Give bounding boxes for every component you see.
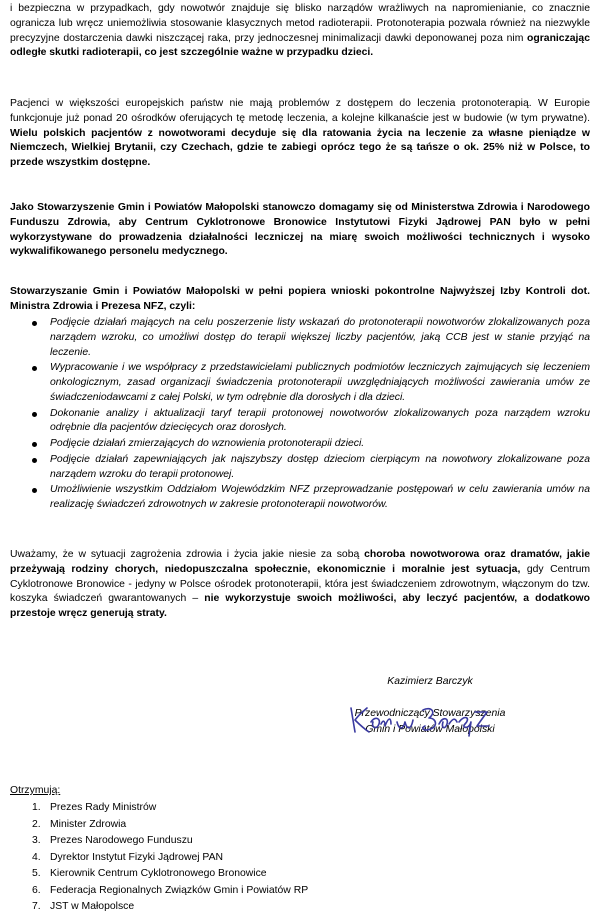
text-run: Wielu polskich pacjentów z nowotworami decyduje się dla ratowania życia na leczenie za własne pieniądze w Niemczech, Wielkiej Brytanii, czy Czechach, gdzie te zabiegi oprócz tego że są tańsze o ok. 25% niż w Polsce, to przede wszystkim dostępne.	[10, 127, 590, 169]
handwritten-signature	[345, 702, 495, 738]
list-item: Podjęcie działań zapewniających jak najszybszy dostęp dzieciom cierpiącym na nowotwory zlokalizowane poza narządem wzroku do terapii protonowej.	[10, 453, 590, 483]
paragraph-conclusion	[10, 548, 590, 622]
list-item: Dokonanie analizy i aktualizacji taryf terapii protonowej nowotworów zlokalizowanych poza narządem wzroku odrębnie dla pacjentów dziecięcych oraz dorosłych.	[10, 407, 590, 437]
list-item: 7. JST w Małopolsce	[32, 901, 135, 913]
text-run: ograniczając odległe skutki radioterapii, co jest szczególnie ważne w przypadku dzieci.	[10, 32, 590, 59]
list-item: 4. Dyrektor Instytut Fizyki Jądrowej PAN	[32, 851, 224, 863]
bullet-icon	[32, 488, 37, 493]
list-item: 2. Minister Zdrowia	[32, 818, 127, 830]
list-item: 5. Kierownik Centrum Cyklotronowego Bronowice	[32, 868, 267, 880]
recipients-title: Otrzymują:	[10, 785, 61, 796]
text-run: Jako Stowarzyszenie Gmin i Powiatów Małopolski stanowczo domagamy się od Ministerstwa Zdrowia i Narodowego Funduszu Zdrowia, aby Centrum Cyklotronowe Bronowice Instytutowi Fizyki Jądrowej PAN było w pełni wykorzystywane do prowadzenia działalności leczniczej na miarę swoich możliwości technicznych i wysoko wykwalifikowanego personelu medycznego.	[10, 202, 590, 258]
list-item: Podjęcie działań mających na celu poszerzenie listy wskazań do protonoterapii nowotworów zlokalizowanych poza narządem wzroku, co umożliwi dostęp do terapii większej liczby pacjentów, jaką CCB jest w stanie przyjąć na leczenie.	[10, 316, 590, 360]
paragraph-european-access	[10, 97, 590, 171]
list-item: Umożliwienie wszystkim Oddziałom Wojewódzkim NFZ przeprowadzanie postępowań w celu zawierania umów na realizację świadczeń zdrowotnych w zakresie protonoterapii nowotworów.	[10, 483, 590, 513]
paragraph-association-demand	[10, 201, 590, 260]
bullet-icon	[32, 458, 37, 463]
list-item: 6. Federacja Regionalnych Związków Gmin i Powiatów RP	[32, 884, 309, 896]
paragraph-protonotherapy-benefits	[10, 2, 590, 61]
bullet-icon	[32, 442, 37, 447]
list-item: Wypracowanie i we współpracy z przedstawicielami publicznych podmiotów leczniczych zajmujących się leczeniem onkologicznym, zasad organizacji świadczenia protonoterapii uwzględniających możliwości zawierania umów ze świadczeniodawcami z całej Polski, w tym odrębnie dla dorosłych i dla dzieci.	[10, 361, 590, 405]
paragraph-nik-support	[10, 285, 590, 315]
bullet-icon	[32, 412, 37, 417]
text-run: Uważamy, że w sytuacji zagrożenia zdrowia i życia jakie niesie za sobą	[10, 549, 365, 560]
text-run: gdy Centrum Cyklotronowe Bronowice - jedyny w Polsce ośrodek protonoterapii, która jest świadczeniem zdrowotnym, włączonym do tzw. koszyka świadczeń gwarantowanych –	[10, 563, 590, 605]
nik-recommendations-list	[10, 316, 590, 514]
signatory-role: Przewodniczący Stowarzyszenia	[354, 708, 506, 720]
recipients-list	[10, 800, 410, 915]
text-run: Stowarzyszanie Gmin i Powiatów Małopolski w pełni popiera wnioski pokontrolne Najwyższej Izby Kontroli dot. Ministra Zdrowia i Prezesa NFZ, czyli:	[10, 286, 590, 312]
signatory-name: Kazimierz Barczyk	[387, 676, 473, 687]
list-item: 1. Prezes Rady Ministrów	[32, 802, 157, 814]
bullet-icon	[32, 366, 37, 371]
list-item: 3. Prezes Narodowego Funduszu	[32, 835, 193, 847]
bullet-icon	[32, 321, 37, 326]
text-run: choroba nowotworowa oraz dramatów, jakie przeżywają rodziny chorych, niedopuszczalna społecznie, ekonomicznie i moralnie jest sytuacja,	[10, 549, 590, 575]
text-run: i bezpieczna w przypadkach, gdy nowotwór znajduje się blisko narządów wrażliwych na napromienianie, co znacznie ogranicza lub wręcz uniemożliwia stosowanie klasycznych metod radioterapii. Protonoterapia pozwala również na niezwykle precyzyjne dostarczenia dawki niszczącej raka, przy jednoczesnej minimalizacji dawki deponowanej poza nim	[10, 3, 590, 44]
recipients-block	[10, 783, 410, 916]
text-run: nie wykorzystuje swoich możliwości, aby leczyć pacjentów, a dodatkowo przestoje wręcz generują straty.	[10, 593, 590, 620]
list-item: Podjęcie działań zmierzających do wznowienia protonoterapii dzieci.	[10, 437, 590, 452]
text-run: Pacjenci w większości europejskich państw nie mają problemów z dostępem do leczenia protonoterapią. W Europie funkcjonuje już ponad 20 ośrodków oferujących tę metodę leczenia, a kolejne kilkanaście jest w budowie (w tym prywatne).	[10, 98, 590, 124]
signatory-organization: Gmin i Powiatów Małopolski	[365, 724, 495, 736]
